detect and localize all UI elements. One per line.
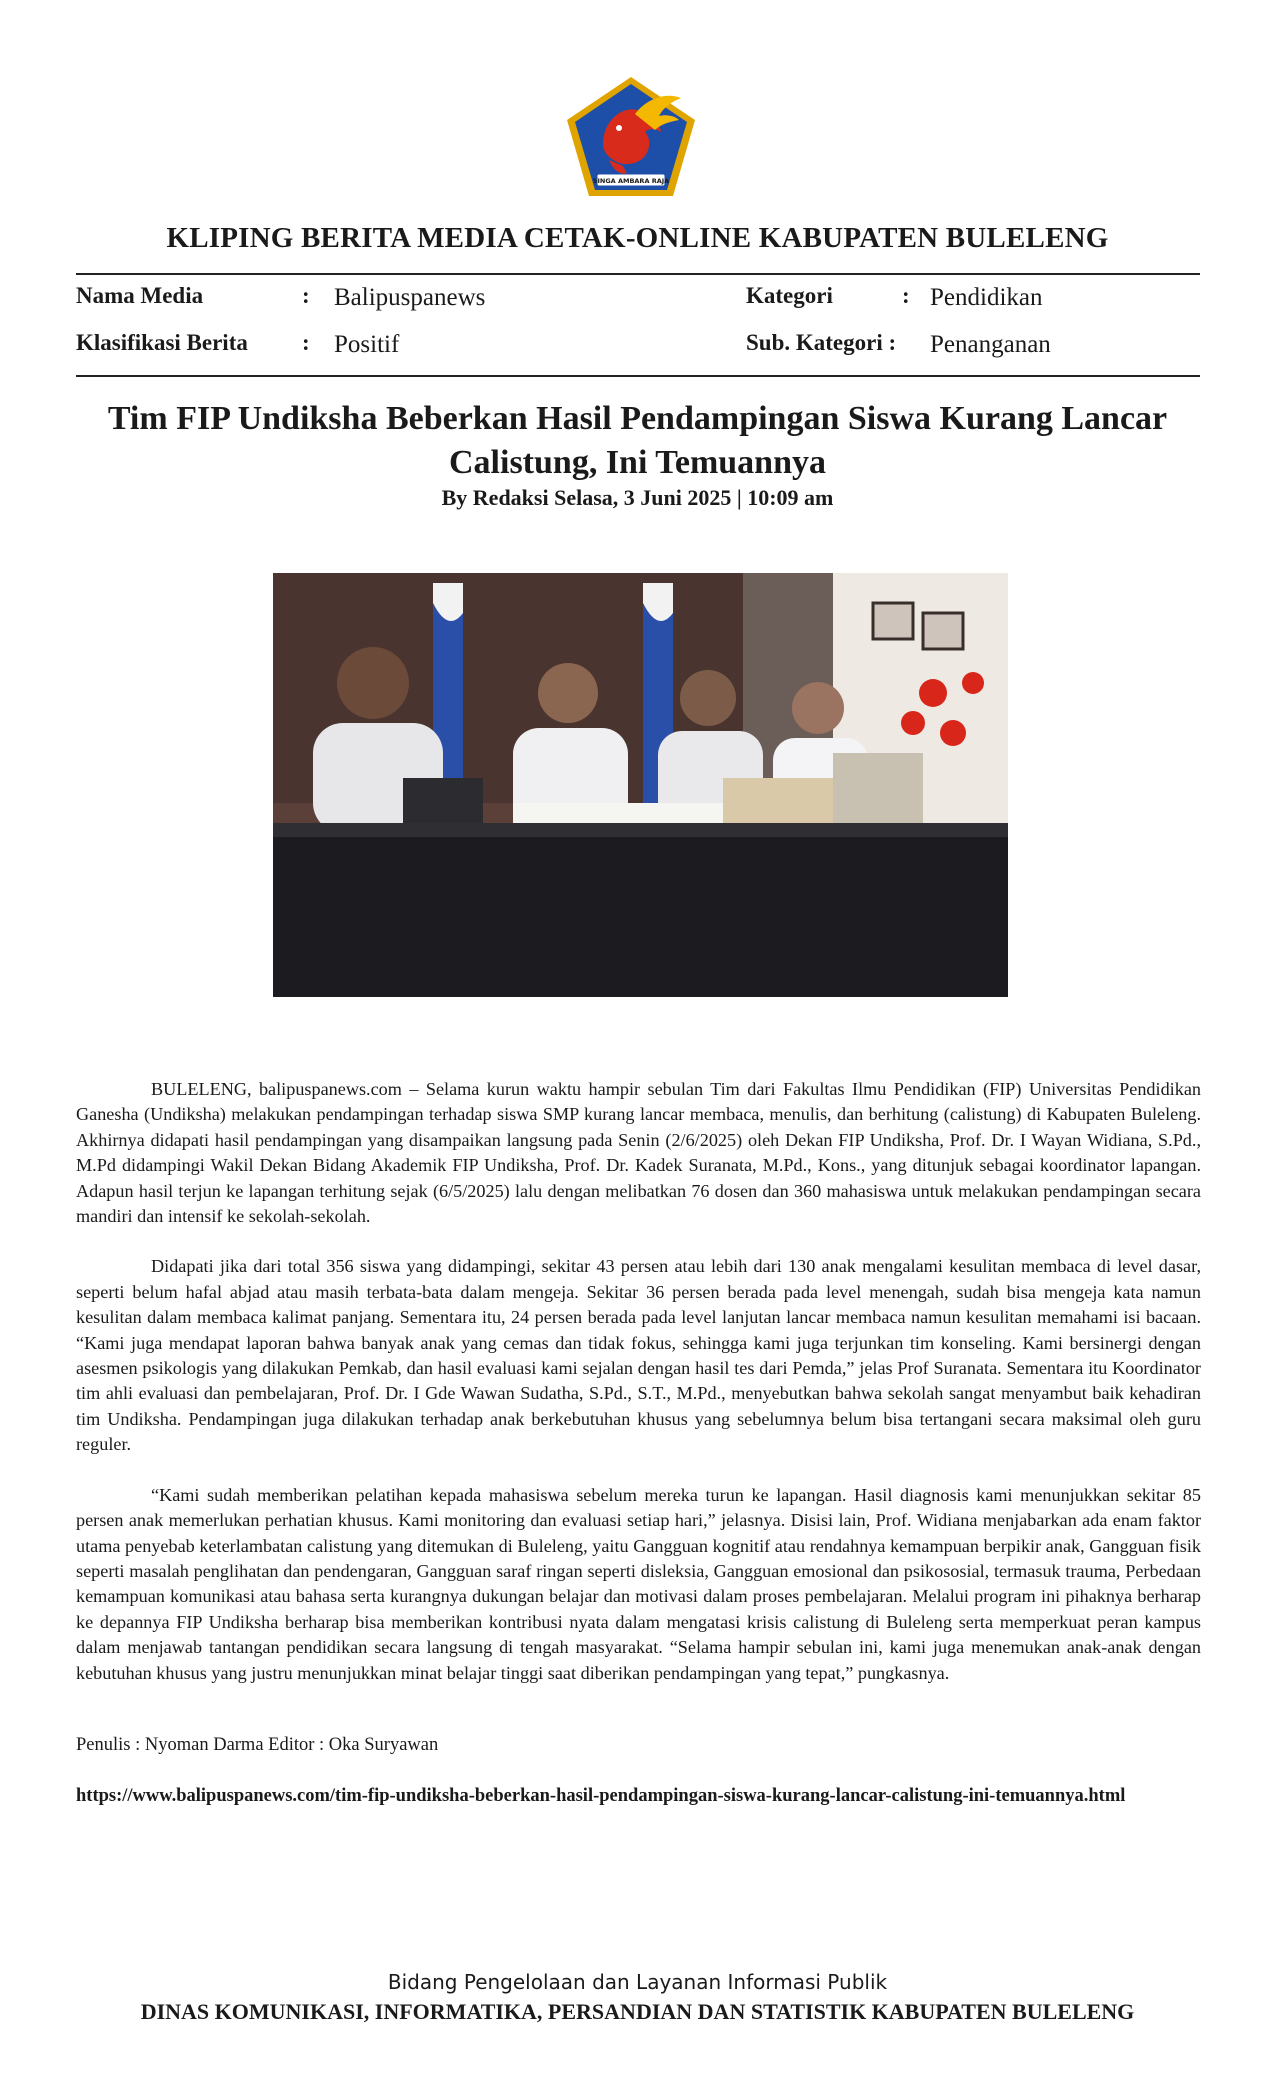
kliping-title: KLIPING BERITA MEDIA CETAK-ONLINE KABUPATEN BULELENG (166, 222, 1109, 254)
nama-media-value: Balipuspanews (334, 284, 486, 311)
header-rule-top (76, 273, 1200, 275)
article-writers: Penulis : Nyoman Darma Editor : Oka Suryawan (76, 1735, 439, 1755)
klasifikasi-value: Positif (334, 331, 400, 358)
meta-colon: : (302, 330, 310, 355)
buleleng-crest-logo (563, 74, 699, 200)
footer-agency: DINAS KOMUNIKASI, INFORMATIKA, PERSANDIAN DAN STATISTIK KABUPATEN BULELENG (140, 1999, 1135, 2024)
article-photo (273, 573, 1008, 997)
meta-colon: : (902, 283, 910, 308)
kategori-label: Kategori (746, 283, 833, 308)
sub-kategori-label: Sub. Kategori : (746, 330, 897, 355)
article-headline: Tim FIP Undiksha Beberkan Hasil Pendampingan Siswa Kurang Lancar Calistung, Ini Temuannya (107, 400, 1168, 481)
article-body (76, 1077, 1201, 1711)
article-paragraph: Didapati jika dari total 356 siswa yang didampingi, sekitar 43 persen atau lebih dari 130 anak mengalami kesulitan membaca di level dasar, seperti belum hafal abjad atau masih terbata-bata dalam mengeja. Sekitar 36 persen berada pada level menengah, sudah bisa mengeja kata namun kesulitan dalam membaca kalimat panjang. Sementara itu, 24 persen berada pada level lanjutan lancar membaca namun kesulitan memahami isi bacaan. “Kami juga mendapat laporan bahwa banyak anak yang cemas dan tidak fokus, sehingga kami juga terjunkan tim konseling. Kami bersinergi dengan asesmen psikologis yang dilakukan Pemkab, dan hasil evaluasi kami sejalan dengan hasil tes dari Pemda,” jelas Prof Suranata. Sementara itu Koordinator tim ahli evaluasi dan pembelajaran, Prof. Dr. I Gde Wawan Sudatha, S.Pd., S.T., M.Pd., menyebutkan bahwa sekolah sangat menyambut baik kehadiran tim Undiksha. Pendampingan juga dilakukan terhadap anak berkebutuhan khusus yang sebelumnya belum bisa tertangani secara maksimal oleh guru reguler. (76, 1256, 1201, 1455)
klasifikasi-label: Klasifikasi Berita (76, 330, 248, 355)
footer-department: Bidang Pengelolaan dan Layanan Informasi Publik (387, 1970, 888, 1994)
article-byline: By Redaksi Selasa, 3 Juni 2025 | 10:09 am (441, 485, 834, 510)
crest-caption: SINGA AMBARA RAJA (592, 177, 670, 185)
article-paragraph: “Kami sudah memberikan pelatihan kepada mahasiswa sebelum mereka turun ke lapangan. Hasil diagnosis kami menunjukkan sekitar 85 persen anak memerlukan perhatian khusus. Kami monitoring dan evaluasi setiap hari,” jelasnya. Disisi lain, Prof. Widiana menjabarkan ada enam faktor utama penyebab keterlambatan calistung yang ditemukan di Buleleng, yaitu Gangguan kognitif atau rendahnya kemampuan berpikir anak, Gangguan fisik seperti masalah penglihatan dan pendengaran, Gangguan saraf ringan seperti disleksia, Gangguan emosional dan psikososial, termasuk trauma, Perbedaan kemampuan komunikasi atau bahasa serta kurangnya dukungan belajar dan motivasi dalam proses pembelajaran. Melalui program ini pihaknya berharap ke depannya FIP Undiksha berharap bisa memberikan kontribusi nyata dalam mengatasi krisis calistung di Buleleng serta memperkuat peran kampus dalam menjawab tantangan pendidikan secara langsung di tengah masyarakat. “Selama hampir sebulan ini, kami juga menemukan anak-anak dengan kebutuhan khusus yang justru menunjukkan minat belajar tinggi saat diberikan pendampingan yang tepat,” pungkasnya. (76, 1484, 1201, 1683)
nama-media-label: Nama Media (76, 283, 204, 308)
kategori-value: Pendidikan (930, 284, 1043, 311)
meta-colon: : (302, 283, 310, 308)
sub-kategori-value: Penanganan (930, 331, 1051, 358)
source-url-link[interactable]: https://www.balipuspanews.com/tim-fip-undiksha-beberkan-hasil-pendampingan-siswa-kurang-lancar-calistung-ini-temuannya.html (76, 1786, 1126, 1806)
winged-lion-crest-icon (563, 74, 699, 200)
news-photo-icon (273, 573, 1008, 997)
header-rule-bottom (76, 375, 1200, 377)
article-paragraph: BULELENG, balipuspanews.com – Selama kurun waktu hampir sebulan Tim dari Fakultas Ilmu Pendidikan (FIP) Universitas Pendidikan Ganesha (Undiksha) melakukan pendampingan terhadap siswa SMP kurang lancar membaca, menulis, dan berhitung (calistung) di Kabupaten Buleleng. Akhirnya didapati hasil pendampingan yang disampaikan langsung pada Senin (2/6/2025) oleh Dekan FIP Undiksha, Prof. Dr. I Wayan Widiana, S.Pd., M.Pd didampingi Wakil Dekan Bidang Akademik FIP Undiksha, Prof. Dr. Kadek Suranata, M.Pd., Kons., yang ditunjuk sebagai koordinator lapangan. Adapun hasil terjun ke lapangan terhitung sejak (6/5/2025) lalu dengan melibatkan 76 dosen dan 360 mahasiswa untuk melakukan pendampingan secara mandiri dan intensif ke sekolah-sekolah. (76, 1079, 1201, 1227)
